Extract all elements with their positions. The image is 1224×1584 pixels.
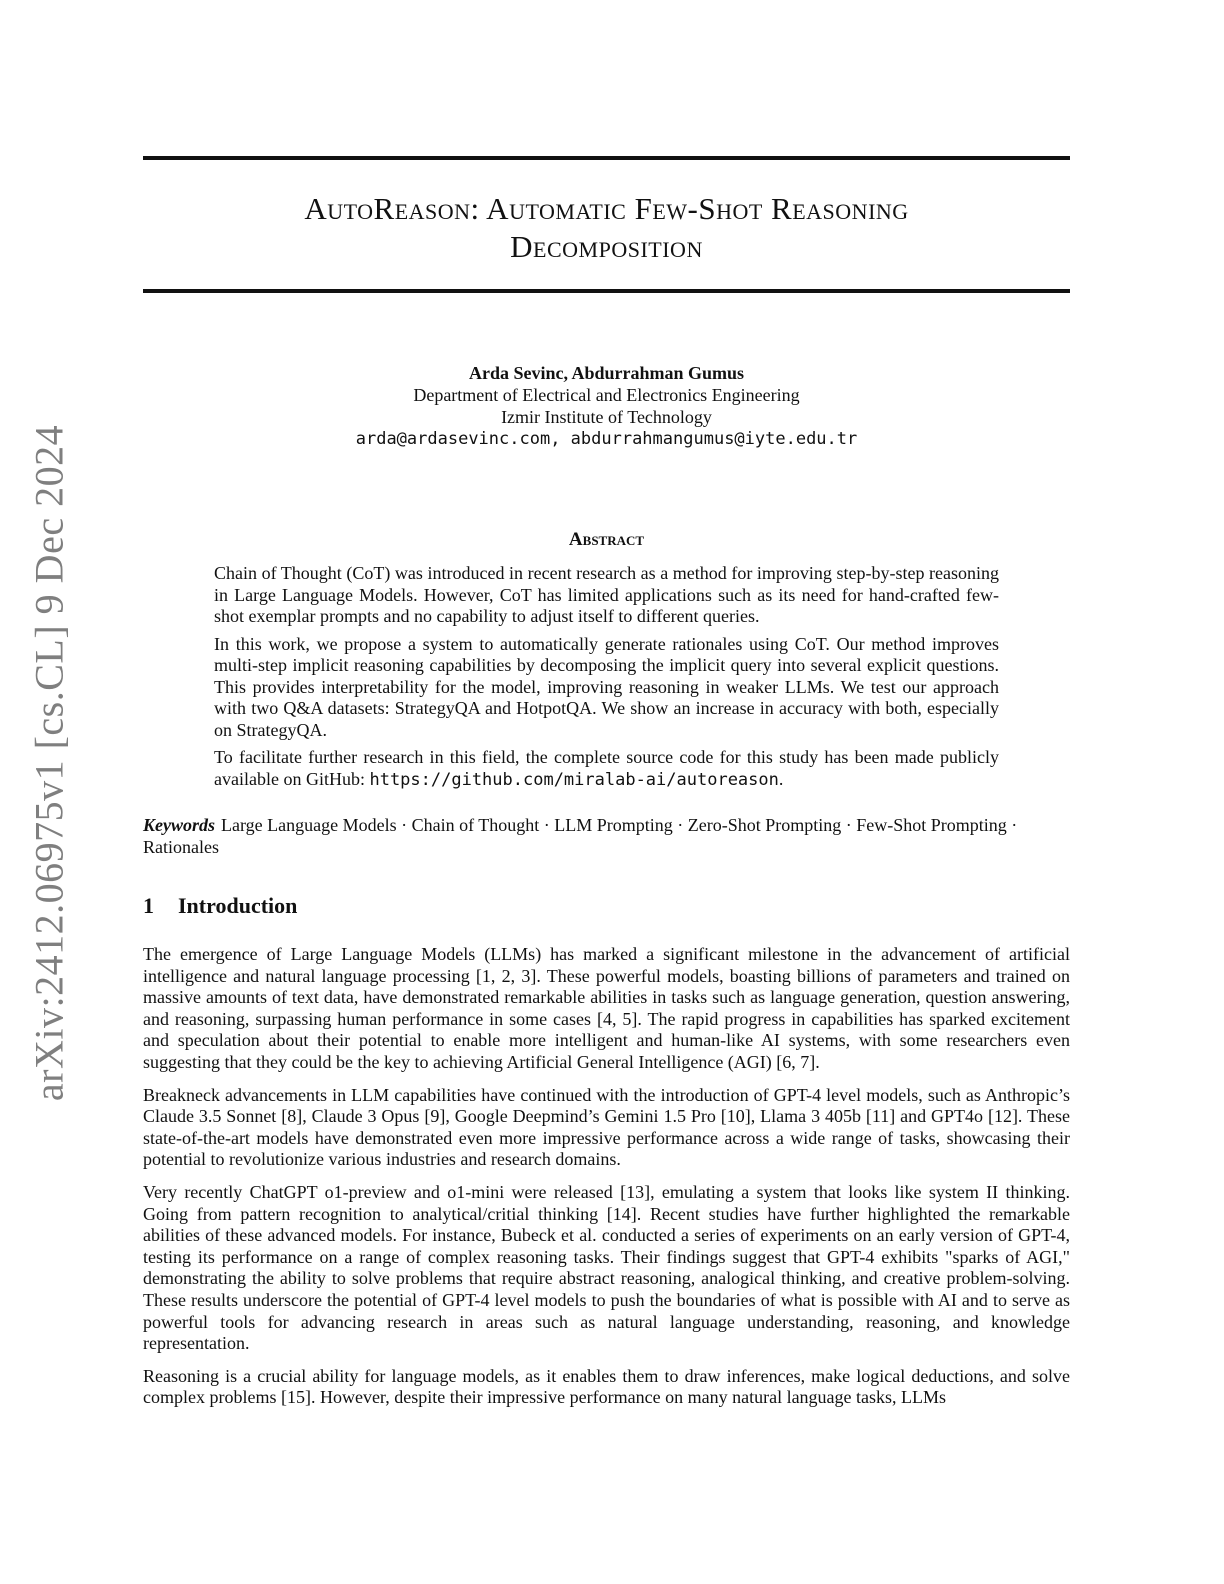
section-title: Introduction (178, 893, 298, 918)
code-availability-sentence: To facilitate further research in this field, the complete source code for this study has been made publicly available on GitHub: (214, 747, 999, 789)
author-institute: Izmir Institute of Technology (501, 407, 712, 427)
body-paragraph: Very recently ChatGPT o1-preview and o1-mini were released [13], emulating a system that looks like system II thinking. Going from pattern recognition to analytical/critial thinking [14]. Recent studies have further highlighted the remarkable abilities of these advanced models. For instance, Bubeck et al. conducted a series of experiments on an early version of GPT-4, testing its performance on a range of complex reasoning tasks. Their findings suggest that GPT-4 exhibits "sparks of AGI," demonstrating the ability to solve problems that require abstract reasoning, analogical thinking, and creative problem-solving. These results underscore the potential of GPT-4 level models to push the boundaries of what is possible with AI and to serve as powerful tools for advancing research in areas such as natural language understanding, reasoning, and knowledge representation. (143, 1181, 1070, 1354)
introduction-body (143, 944, 1070, 1420)
abstract-paragraph: Chain of Thought (CoT) was introduced in recent research as a method for improving step-by-step reasoning in Large Language Models. However, CoT has limited applications such as its need for hand-crafted few-shot exemplar prompts and no capability to adjust itself to different queries. (214, 563, 999, 626)
body-paragraph: Reasoning is a crucial ability for language models, as it enables them to draw inferences, make logical deductions, and solve complex problems [15]. However, despite their impressive performance on many natural language tasks, LLMs (143, 1365, 1070, 1408)
abstract-body (214, 563, 999, 797)
arxiv-identifier-stamp: arXiv:2412.06975v1 [cs.CL] 9 Dec 2024 (26, 424, 72, 1102)
body-paragraph: Breakneck advancements in LLM capabilities have continued with the introduction of GPT-4 level models, such as Anthropic’s Claude 3.5 Sonnet [8], Claude 3 Opus [9], Google Deepmind’s Gemini 1.5 Pro [10], Llama 3 405b [11] and GPT4o [12]. These state-of-the-art models have demonstrated even more impressive performance across a wide range of tasks, showcasing their potential to revolutionize various industries and research domains. (143, 1084, 1070, 1170)
github-link[interactable]: https://github.com/miralab-ai/autoreason (369, 769, 779, 790)
author-block (143, 362, 1070, 450)
section-heading-introduction (143, 893, 297, 919)
title-rule-bottom (143, 289, 1070, 293)
code-availability-end: . (778, 768, 784, 789)
author-department: Department of Electrical and Electronics Engineering (413, 385, 800, 405)
keywords (143, 815, 1070, 858)
paper-title-line-2: Decomposition (510, 229, 703, 264)
title-rule-top (143, 156, 1070, 160)
body-paragraph: The emergence of Large Language Models (LLMs) has marked a significant milestone in the advancement of artificial intelligence and natural language processing [1, 2, 3]. These powerful models, boasting billions of parameters and trained on massive amounts of text data, have demonstrated remarkable abilities in tasks such as language generation, question answering, and reasoning, surpassing human performance in some cases [4, 5]. The rapid progress in capabilities has sparked excitement and speculation about their potential to enable more intelligent and human-like AI systems, with some researchers even suggesting that they could be the key to achieving Artificial General Intelligence (AGI) [6, 7]. (143, 944, 1070, 1072)
paper-title-line-1: AutoReason: Automatic Few-Shot Reasoning (304, 191, 909, 226)
keywords-list: Large Language Models · Chain of Thought · LLM Prompting · Zero-Shot Prompting · Few-Shot Prompting · Rationales (143, 815, 1018, 857)
author-names: Arda Sevinc, Abdurrahman Gumus (468, 363, 745, 383)
abstract-paragraph: In this work, we propose a system to automatically generate rationales using CoT. Our method improves multi-step implicit reasoning capabilities by decomposing the implicit query into several explicit questions. This provides interpretability for the model, improving reasoning in weaker LLMs. We test our approach with two Q&A datasets: StrategyQA and HotpotQA. We show an increase in accuracy with both, especially on StrategyQA. (214, 633, 999, 740)
abstract-heading: Abstract (568, 529, 645, 550)
abstract-paragraph-code (214, 747, 999, 791)
paper-title (143, 190, 1070, 266)
keywords-label: Keywords (143, 815, 215, 835)
section-number: 1 (143, 893, 154, 918)
author-emails: arda@ardasevinc.com, abdurrahmangumus@iyte.edu.tr (355, 429, 858, 449)
